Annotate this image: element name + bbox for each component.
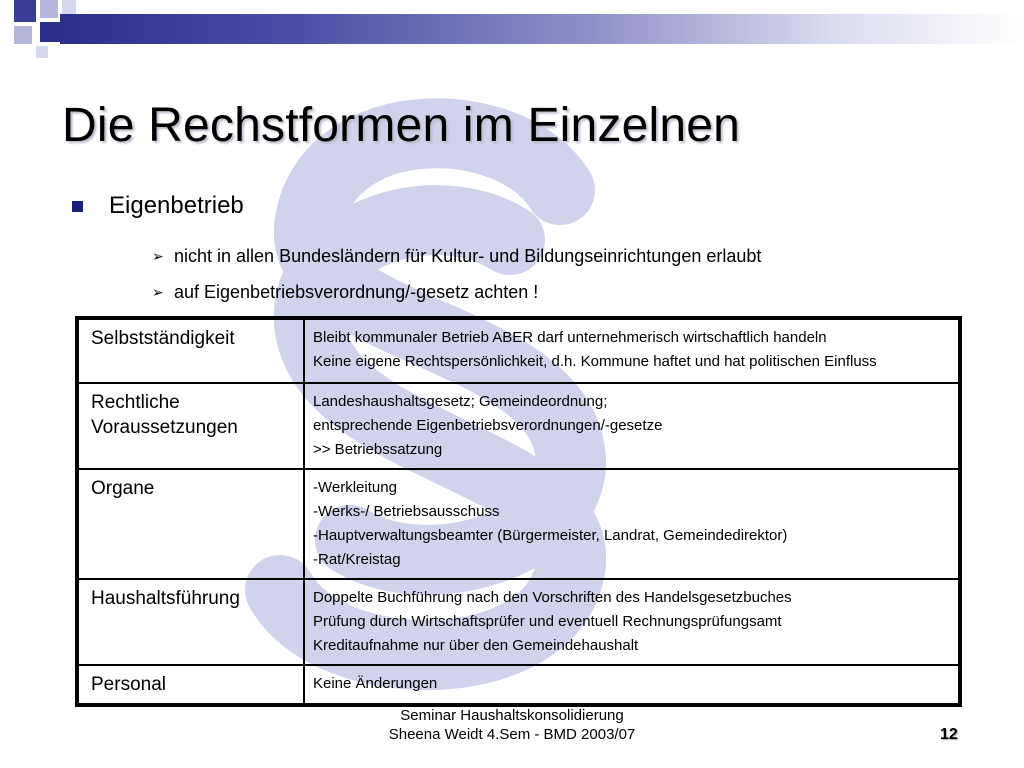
row-label: Rechtliche bbox=[91, 392, 180, 413]
row-label: Haushaltsführung bbox=[91, 588, 240, 609]
detail-line: -Werkleitung bbox=[313, 479, 397, 496]
row-label-cell bbox=[78, 469, 304, 579]
detail-line: -Hauptverwaltungsbeamter (Bürgermeister, Landrat, Gemeindedirektor) bbox=[313, 527, 788, 544]
table-row bbox=[78, 469, 959, 579]
row-detail-cell bbox=[304, 579, 959, 665]
sub-bullet-item bbox=[152, 238, 761, 274]
main-bullet bbox=[72, 192, 244, 220]
detail-line: entsprechende Eigenbetriebsverordnungen/-gesetze bbox=[313, 417, 663, 434]
row-detail-cell bbox=[304, 665, 959, 704]
slide-footer bbox=[0, 706, 1024, 744]
square-bullet-icon bbox=[72, 201, 83, 212]
arrow-bullet-icon: ➢ bbox=[152, 284, 164, 300]
detail-line: Doppelte Buchführung nach den Vorschriften des Handelsgesetzbuches bbox=[313, 589, 792, 606]
row-label-cell bbox=[78, 579, 304, 665]
page-number: 12 bbox=[940, 726, 958, 743]
detail-line: -Werks-/ Betriebsausschuss bbox=[313, 503, 500, 520]
sub-bullet-text: nicht in allen Bundesländern für Kultur- und Bildungseinrichtungen erlaubt bbox=[174, 246, 762, 266]
footer-line-2: Sheena Weidt 4.Sem - BMD 2003/07 bbox=[388, 726, 636, 743]
detail-line: Prüfung durch Wirtschaftsprüfer und eventuell Rechnungsprüfungsamt bbox=[313, 613, 782, 630]
detail-line: Keine Änderungen bbox=[313, 675, 438, 692]
row-label-cell bbox=[78, 383, 304, 469]
row-detail-cell bbox=[304, 469, 959, 579]
details-table bbox=[75, 316, 962, 707]
sub-bullet-item bbox=[152, 274, 761, 310]
sub-bullet-text: auf Eigenbetriebsverordnung/-gesetz achten ! bbox=[174, 282, 539, 302]
detail-line: Bleibt kommunaler Betrieb ABER darf unternehmerisch wirtschaftlich handeln bbox=[313, 329, 827, 346]
detail-line: Kreditaufnahme nur über den Gemeindehaushalt bbox=[313, 637, 639, 654]
slide-title: Die Rechstformen im Einzelnen bbox=[62, 99, 741, 152]
table-row bbox=[78, 319, 959, 383]
footer-line-1: Seminar Haushaltskonsolidierung bbox=[400, 707, 624, 724]
row-label: Selbstständigkeit bbox=[91, 328, 235, 349]
row-label: Voraussetzungen bbox=[91, 417, 238, 438]
detail-line: Landeshaushaltsgesetz; Gemeindeordnung; bbox=[313, 393, 608, 410]
detail-line: Keine eigene Rechtspersönlichkeit, d.h. Kommune haftet und hat politischen Einfluss bbox=[313, 353, 877, 370]
table-row bbox=[78, 383, 959, 469]
row-label: Personal bbox=[91, 674, 166, 695]
row-label: Organe bbox=[91, 478, 155, 499]
main-bullet-text: Eigenbetrieb bbox=[109, 192, 244, 219]
row-label-cell bbox=[78, 665, 304, 704]
header-gradient-band bbox=[60, 14, 1024, 44]
detail-line: -Rat/Kreistag bbox=[313, 551, 401, 568]
row-detail-cell bbox=[304, 383, 959, 469]
detail-line: >> Betriebssatzung bbox=[313, 441, 443, 458]
arrow-bullet-icon: ➢ bbox=[152, 248, 164, 264]
row-detail-cell bbox=[304, 319, 959, 383]
row-label-cell bbox=[78, 319, 304, 383]
table-row bbox=[78, 665, 959, 704]
sub-bullet-list bbox=[152, 238, 761, 310]
table-row bbox=[78, 579, 959, 665]
